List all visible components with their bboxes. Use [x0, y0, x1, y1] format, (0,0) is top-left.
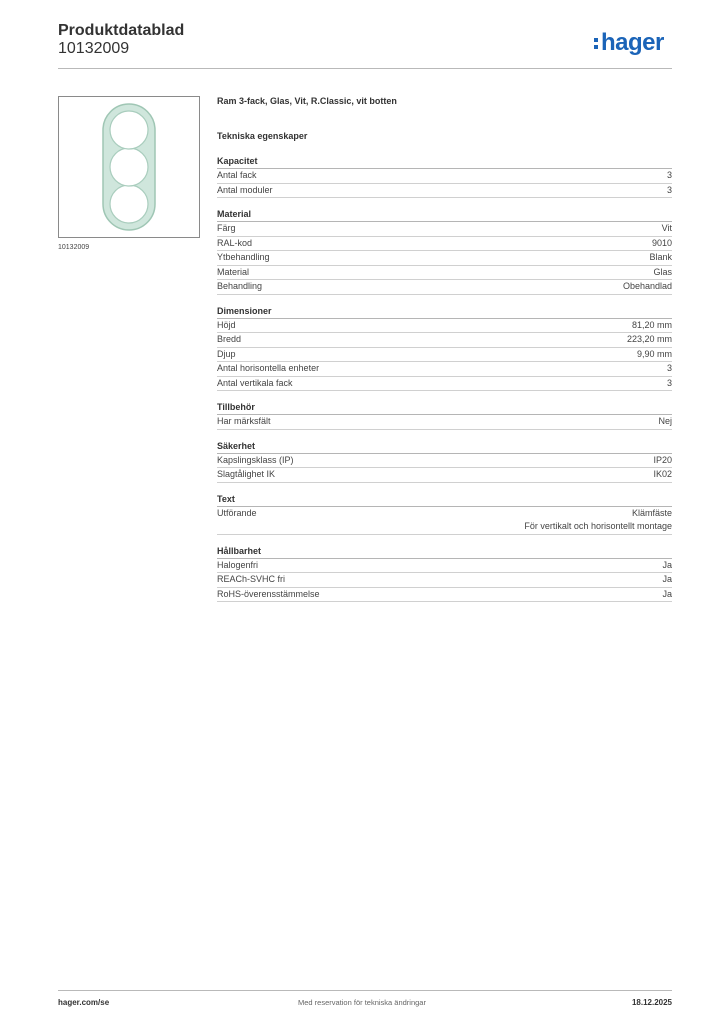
spec-value [658, 415, 672, 429]
spec-row [217, 415, 672, 430]
spec-row [217, 333, 672, 348]
spec-value [524, 507, 672, 534]
spec-section [217, 494, 672, 535]
spec-sections [217, 156, 672, 602]
footer-disclaimer: Med reservation för tekniska ändringar [298, 998, 426, 1007]
spec-value-line: Glas [653, 266, 672, 277]
glass-frame-icon [59, 97, 199, 237]
spec-value-line: Ja [662, 588, 672, 599]
spec-section [217, 402, 672, 430]
spec-value-line: 223,20 mm [626, 334, 672, 344]
spec-value-line: Nej [658, 416, 672, 426]
spec-value-line: 3 [666, 363, 672, 373]
spec-value [649, 251, 672, 265]
spec-row [217, 184, 672, 199]
section-title: Tillbehör [217, 402, 672, 415]
spec-label: Höjd [217, 319, 236, 330]
spec-row [217, 573, 672, 588]
page-title: Produktdatablad [58, 22, 185, 39]
spec-label: Ytbehandling [217, 252, 270, 262]
spec-section [217, 306, 672, 392]
spec-value-line: Obehandlad [622, 281, 672, 291]
spec-row [217, 468, 672, 483]
spec-value-line: 3 [666, 377, 672, 388]
spec-value-line: IK02 [653, 469, 672, 479]
spec-label: Slagtålighet IK [217, 469, 276, 479]
spec-label: Behandling [217, 281, 263, 291]
spec-row [217, 266, 672, 281]
spec-section [217, 546, 672, 603]
spec-value-line: 9010 [651, 237, 672, 248]
product-code: 10132009 [58, 40, 130, 57]
section-title: Säkerhet [217, 441, 672, 454]
section-title: Kapacitet [217, 156, 672, 169]
product-image [58, 96, 200, 238]
section-title: Hållbarhet [217, 546, 672, 559]
spec-row [217, 251, 672, 266]
spec-label: Material [217, 266, 250, 277]
section-title: Dimensioner [217, 306, 672, 319]
spec-label: Djup [217, 348, 236, 359]
spec-value [662, 573, 672, 587]
spec-label: Halogenfri [217, 559, 259, 570]
spec-value-line: För vertikalt och horisontellt montage [524, 521, 672, 531]
properties-heading: Tekniska egenskaper [217, 131, 308, 141]
spec-section [217, 441, 672, 483]
spec-row [217, 348, 672, 363]
spec-label: Antal horisontella enheter [217, 363, 320, 373]
product-image-caption: 10132009 [58, 244, 90, 251]
spec-value [653, 468, 672, 482]
spec-value [667, 362, 672, 376]
spec-value [653, 454, 672, 468]
section-title: Text [217, 494, 672, 507]
spec-value [667, 377, 672, 391]
spec-value-line: Blank [649, 252, 672, 262]
spec-value-line: Klämfäste [631, 507, 672, 518]
spec-label: Utförande [217, 507, 257, 518]
logo-dots-icon [594, 35, 599, 52]
spec-row [217, 319, 672, 334]
spec-value-line: Ja [662, 559, 672, 570]
spec-row [217, 454, 672, 469]
logo-text: hager [601, 29, 664, 56]
spec-row [217, 222, 672, 237]
spec-row [217, 280, 672, 295]
footer-date: 18.12.2025 [631, 998, 672, 1007]
footer-website: hager.com/se [58, 998, 110, 1007]
spec-value-line: 3 [666, 184, 672, 195]
product-specs [217, 96, 672, 613]
spec-label: Antal vertikala fack [217, 377, 293, 388]
spec-row [217, 169, 672, 184]
spec-value [662, 222, 672, 236]
spec-row [217, 559, 672, 574]
spec-value-line: 3 [666, 170, 672, 180]
footer-divider [58, 990, 672, 991]
spec-row [217, 507, 672, 535]
spec-value [662, 588, 672, 602]
spec-value [632, 319, 672, 333]
hager-logo [594, 29, 664, 57]
spec-row [217, 377, 672, 392]
spec-section [217, 156, 672, 198]
spec-label: Bredd [217, 334, 242, 344]
spec-label: Har märksfält [217, 416, 271, 426]
spec-row [217, 237, 672, 252]
product-name: Ram 3-fack, Glas, Vit, R.Classic, vit botten [217, 96, 397, 106]
spec-value [662, 559, 672, 573]
spec-row [217, 362, 672, 377]
spec-row [217, 588, 672, 603]
spec-value-line: IP20 [653, 454, 672, 465]
spec-value [627, 333, 672, 347]
spec-label: Antal moduler [217, 184, 273, 195]
spec-value-line: 9,90 mm [636, 348, 672, 359]
spec-value [667, 184, 672, 198]
spec-section [217, 209, 672, 295]
spec-value [623, 280, 672, 294]
spec-label: Kapslingsklass (IP) [217, 454, 294, 465]
spec-value-line: Ja [662, 574, 672, 584]
spec-label: RAL-kod [217, 237, 253, 248]
spec-value [637, 348, 672, 362]
spec-label: REACh-SVHC fri [217, 574, 286, 584]
section-title: Material [217, 209, 672, 222]
spec-value [667, 169, 672, 183]
spec-label: Antal fack [217, 170, 257, 180]
header-divider [58, 68, 672, 69]
spec-value-line: 81,20 mm [631, 319, 672, 330]
spec-label: RoHS-överensstämmelse [217, 588, 320, 599]
spec-label: Färg [217, 223, 236, 233]
spec-value [652, 237, 672, 251]
spec-value-line: Vit [661, 223, 672, 233]
spec-value [653, 266, 672, 280]
